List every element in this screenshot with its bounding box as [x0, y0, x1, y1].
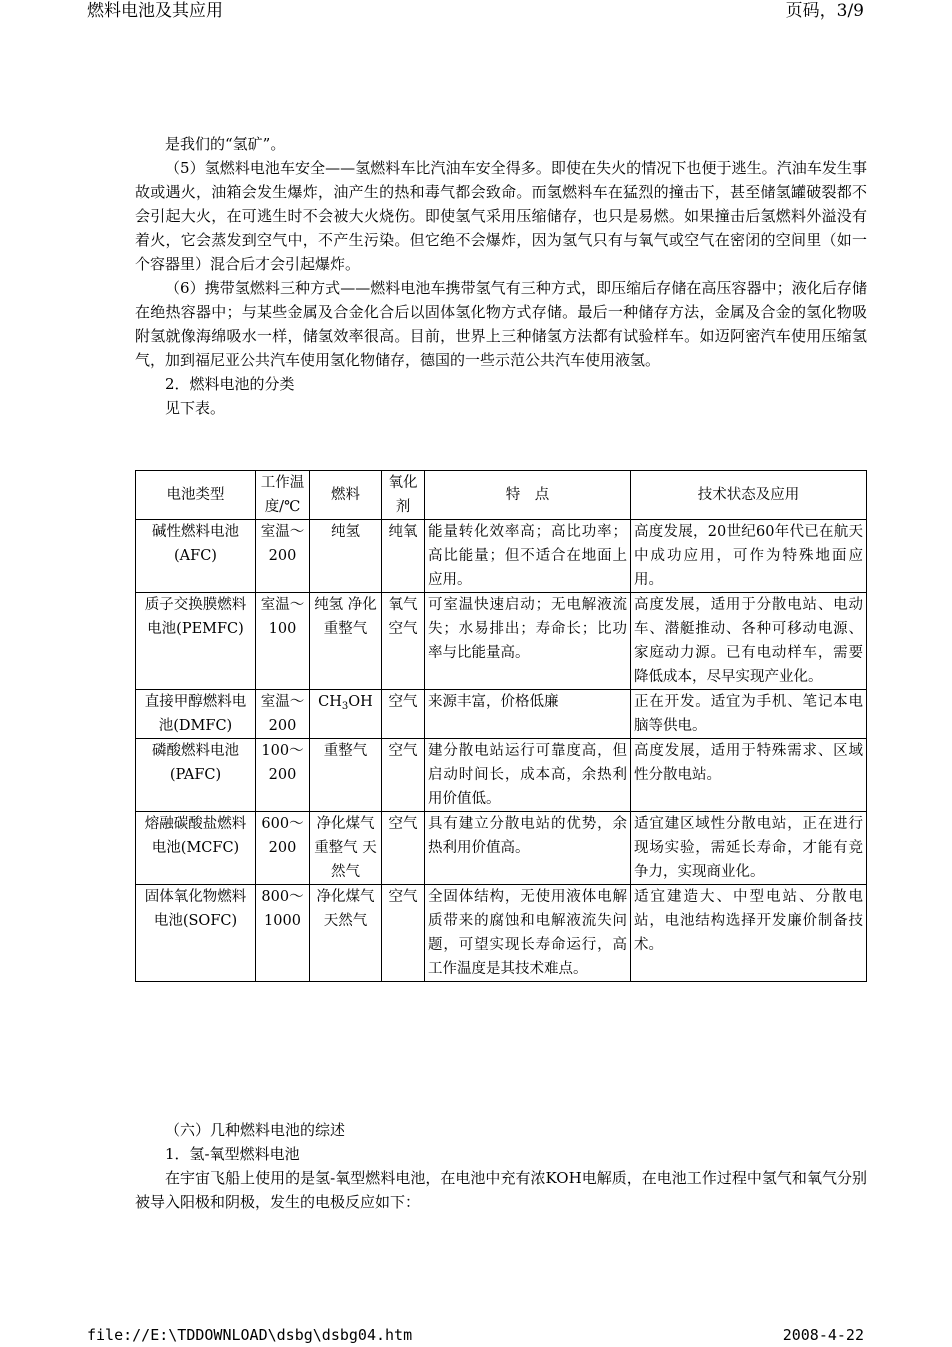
cell-oxidant: 空气: [382, 885, 425, 982]
cell-feature: 全固体结构，无使用液体电解质带来的腐蚀和电解液流失问题，可望实现长寿命运行，高工作温度是其技术难点。: [425, 885, 631, 982]
subsection-heading: 1．氢-氧型燃料电池: [165, 1145, 300, 1163]
paragraph: 在宇宙飞船上使用的是氢-氧型燃料电池，在电池中充有浓KOH电解质，在电池工作过程中氢气和氧气分别被导入阳极和阴极，发生的电极反应如下：: [135, 1169, 867, 1211]
table-row: [136, 593, 867, 690]
cell-oxidant: 空气: [382, 739, 425, 812]
cell-status: 高度发展，适用于分散电站、电动车、潜艇推动、各种可移动电源、家庭动力源。已有电动样车，需要降低成本，尽早实现产业化。: [631, 593, 867, 690]
cell-type: 熔融碳酸盐燃料电池(MCFC): [136, 812, 256, 885]
cell-type: 磷酸燃料电池(PAFC): [136, 739, 256, 812]
summary-text: [135, 1118, 867, 1214]
header-fuel: 燃料: [310, 471, 382, 520]
cell-fuel: 纯氢 净化重整气: [310, 593, 382, 690]
cell-temp: 室温～100: [256, 593, 310, 690]
header-feature: 特 点: [425, 471, 631, 520]
cell-feature: 具有建立分散电站的优势，余热利用价值高。: [425, 812, 631, 885]
cell-oxidant: 纯氧: [382, 520, 425, 593]
header-type: 电池类型: [136, 471, 256, 520]
cell-temp: 室温～200: [256, 690, 310, 739]
cell-oxidant: 空气: [382, 812, 425, 885]
cell-status: 适宜建区域性分散电站，正在进行现场实验，需延长寿命，才能有竞争力，实现商业化。: [631, 812, 867, 885]
cell-fuel: 纯氢: [310, 520, 382, 593]
intro-text: [135, 132, 867, 420]
page-indicator: 页码，3/9: [785, 1, 864, 21]
cell-feature: 可室温快速启动；无电解液流失；水易排出；寿命长；比功率与比能量高。: [425, 593, 631, 690]
cell-feature: 建分散电站运行可靠度高，但启动时间长，成本高，余热利用价值低。: [425, 739, 631, 812]
table-row: [136, 690, 867, 739]
cell-type: 固体氧化物燃料电池(SOFC): [136, 885, 256, 982]
cell-feature: 来源丰富，价格低廉: [425, 690, 631, 739]
header-oxidant: 氧化剂: [382, 471, 425, 520]
cell-temp: 100～200: [256, 739, 310, 812]
print-date: 2008-4-22: [782, 1326, 864, 1344]
document-title: 燃料电池及其应用: [87, 1, 223, 21]
cell-type: 质子交换膜燃料电池(PEMFC): [136, 593, 256, 690]
cell-status: 适宜建造大、中型电站、分散电站，电池结构选择开发廉价制备技术。: [631, 885, 867, 982]
cell-fuel-formula: $CH_3OH$: [310, 690, 382, 739]
cell-oxidant: 氧气空气: [382, 593, 425, 690]
paragraph: （5）氢燃料电池车安全——氢燃料车比汽油车安全得多。即使在失火的情况下也便于逃生。汽油车发生事故或遇火，油箱会发生爆炸，油产生的热和毒气都会致命。而氢燃料车在猛烈的撞击下，甚至储氢罐破裂都不会引起大火，在可逃生时不会被大火烧伤。即使氢气采用压缩储存，也只是易燃。如果撞击后氢燃料外溢没有着火，它会蒸发到空气中，不产生污染。但它绝不会爆炸，因为氢气只有与氧气或空气在密闭的空间里（如一个容器里）混合后才会引起爆炸。: [135, 159, 867, 273]
fuel-cell-classification-table: [135, 470, 867, 982]
table-row: [136, 812, 867, 885]
cell-temp: 800～1000: [256, 885, 310, 982]
cell-fuel: 重整气: [310, 739, 382, 812]
header-status: 技术状态及应用: [631, 471, 867, 520]
paragraph: （6）携带氢燃料三种方式——燃料电池车携带氢气有三种方式，即压缩后存储在高压容器中；液化后存储在绝热容器中；与某些金属及合金化合后以固体氢化物方式存储。最后一种储存方法，金属及合金的氢化物吸附氢就像海绵吸水一样，储氢效率很高。目前，世界上三种储氢方法都有试验样车。如迈阿密汽车使用压缩氢气，加到福尼亚公共汽车使用氢化物储存，德国的一些示范公共汽车使用液氢。: [135, 279, 867, 369]
cell-status: 高度发展，20世纪60年代已在航天中成功应用，可作为特殊地面应用。: [631, 520, 867, 593]
table-row: [136, 885, 867, 982]
file-path: file://E:\TDDOWNLOAD\dsbg\dsbg04.htm: [87, 1326, 413, 1344]
cell-status: 高度发展，适用于特殊需求、区域性分散电站。: [631, 739, 867, 812]
section-heading: 2．燃料电池的分类: [165, 375, 295, 393]
paragraph: 是我们的“氢矿”。: [165, 135, 286, 153]
table-row: [136, 520, 867, 593]
cell-type: 直接甲醇燃料电池(DMFC): [136, 690, 256, 739]
cell-oxidant: 空气: [382, 690, 425, 739]
section-heading: （六）几种燃料电池的综述: [165, 1121, 346, 1139]
cell-type: 碱性燃料电池(AFC): [136, 520, 256, 593]
header-temp: 工作温度/℃: [256, 471, 310, 520]
table-row: [136, 739, 867, 812]
cell-feature: 能量转化效率高；高比功率；高比能量；但不适合在地面上应用。: [425, 520, 631, 593]
paragraph: 见下表。: [165, 399, 226, 417]
cell-temp: 室温～200: [256, 520, 310, 593]
cell-fuel: 净化煤气 重整气 天然气: [310, 812, 382, 885]
cell-status: 正在开发。适宜为手机、笔记本电脑等供电。: [631, 690, 867, 739]
cell-fuel: 净化煤气 天然气: [310, 885, 382, 982]
table-header-row: [136, 471, 867, 520]
cell-temp: 600～200: [256, 812, 310, 885]
